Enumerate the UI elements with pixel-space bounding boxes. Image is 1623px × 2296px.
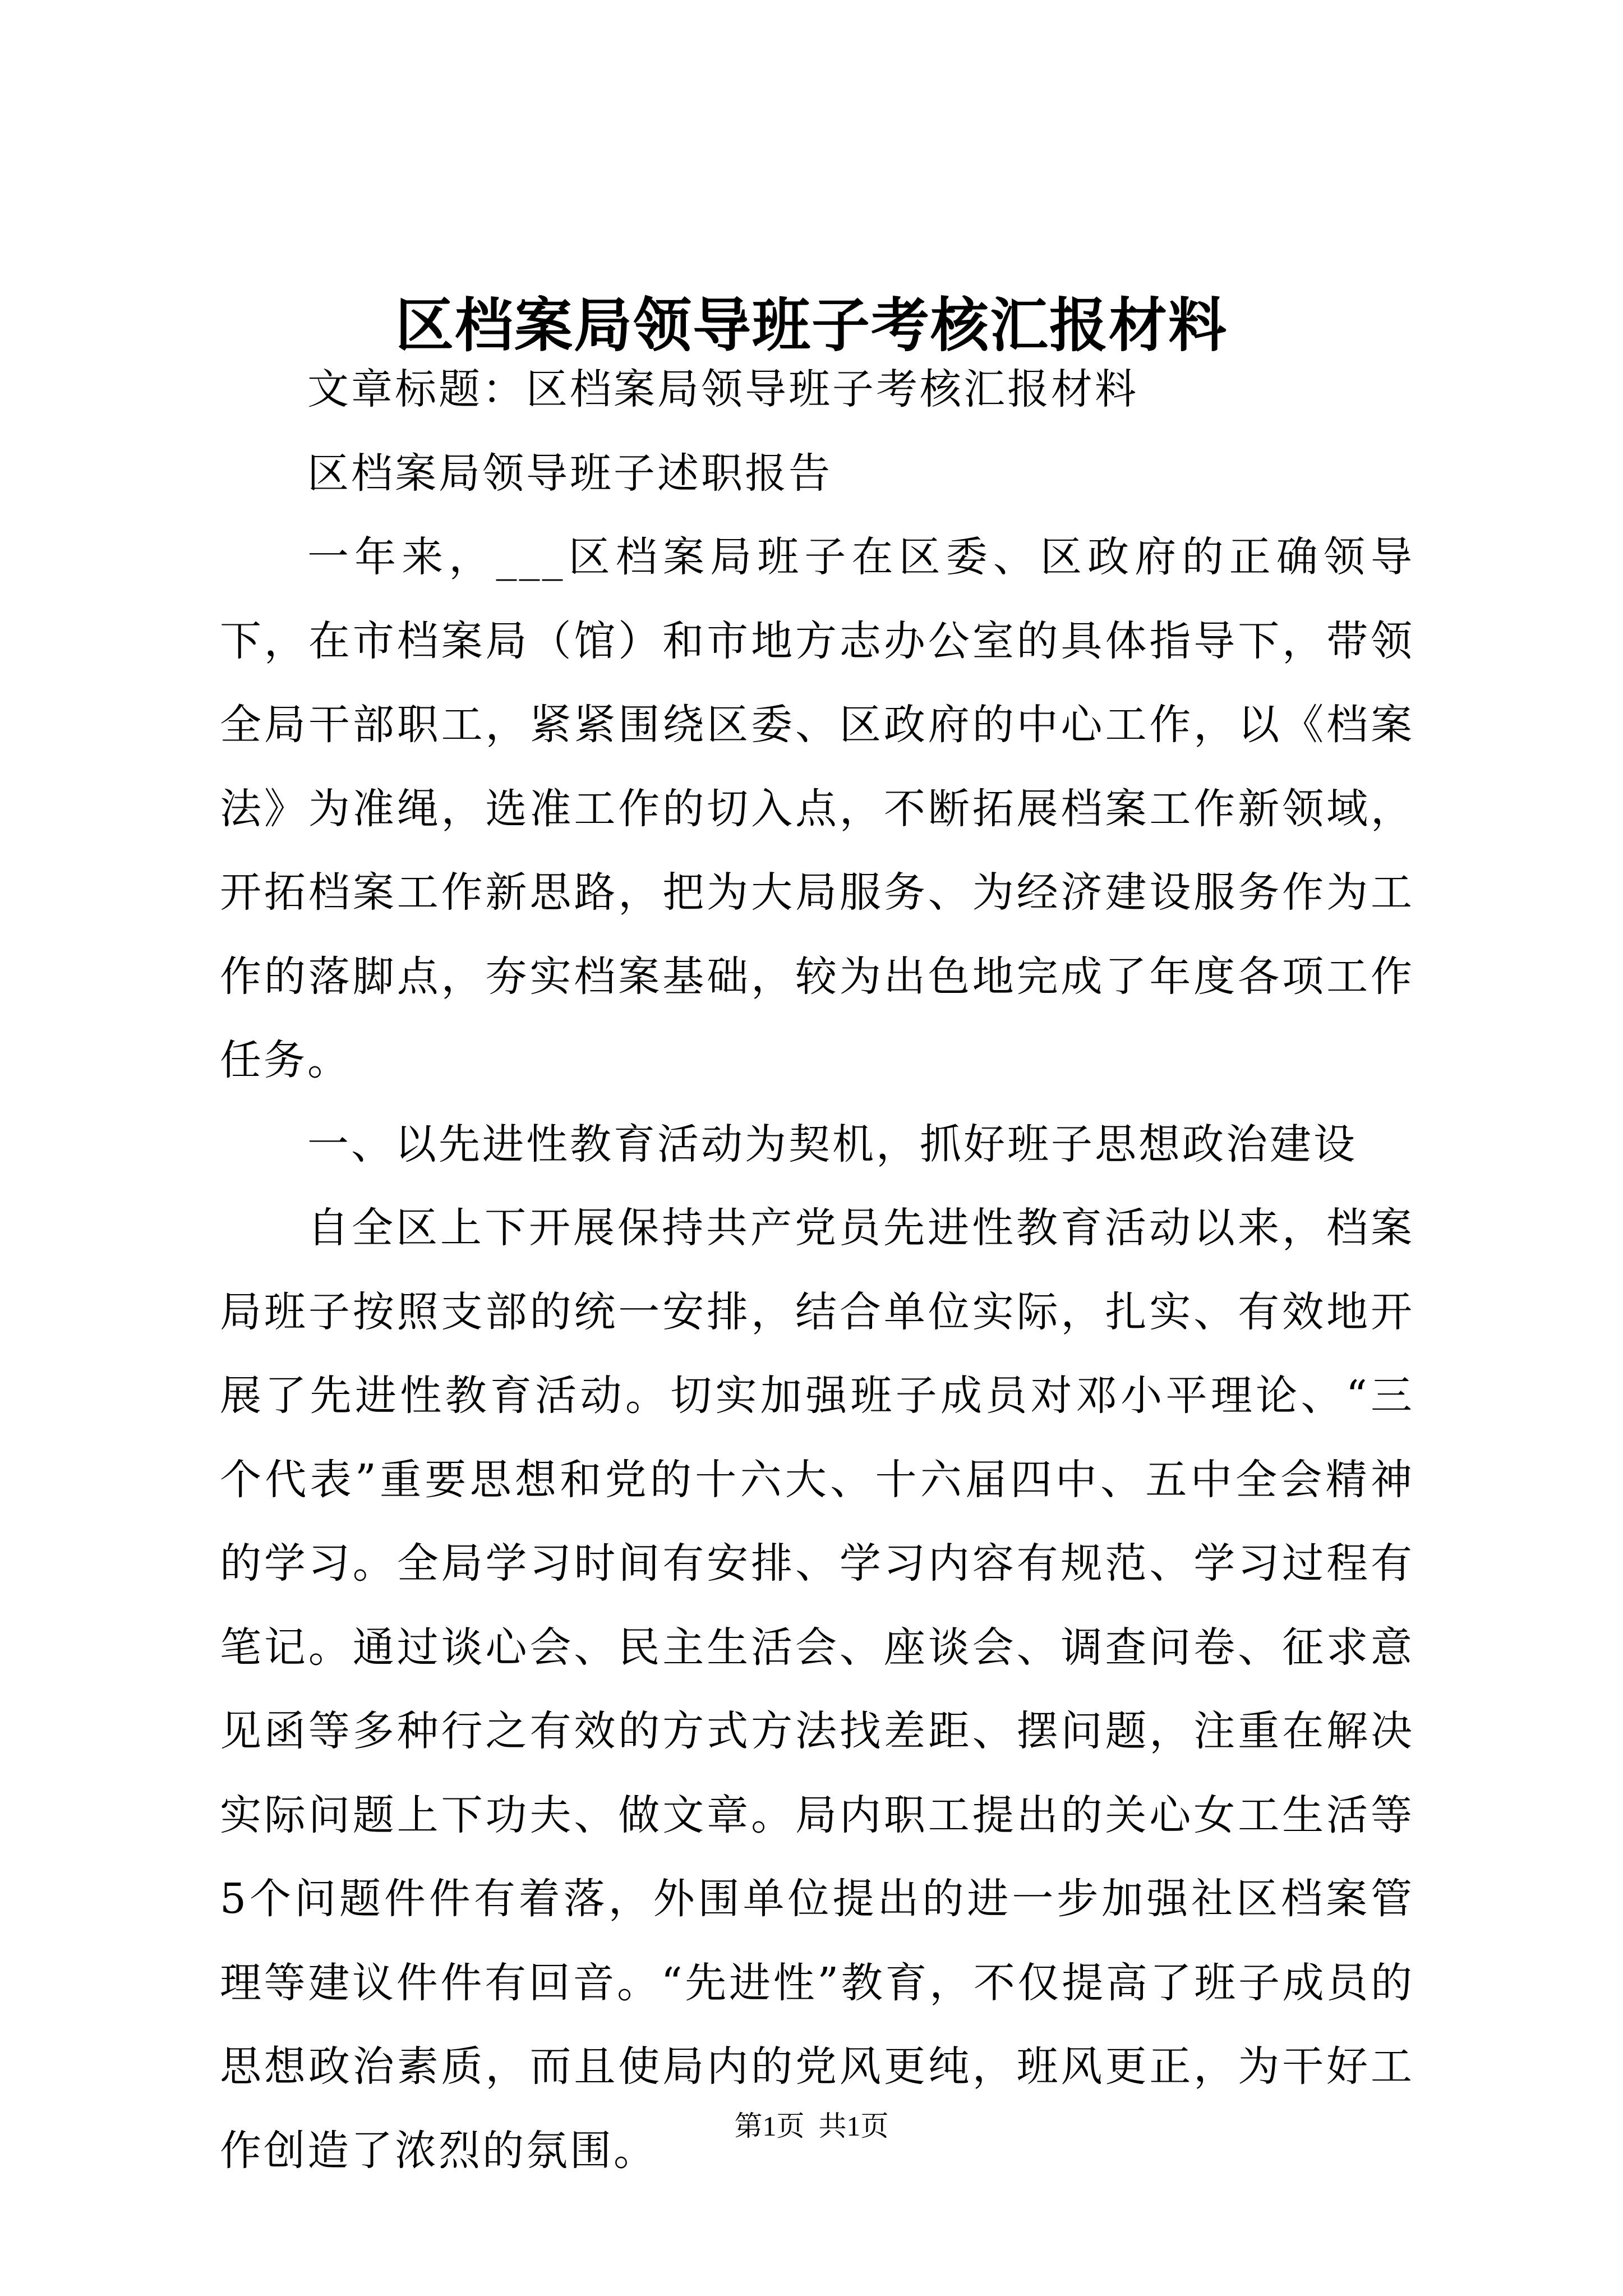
page-footer [0,2106,1623,2146]
section-heading-1: 一、以先进性教育活动为契机，抓好班子思想政治建设 [307,1120,1357,1168]
page-number: 第1页 共1页 [734,2110,889,2142]
paragraph-section-1: 自全区上下开展保持共产党员先进性教育活动以来，档案局班子按照支部的统一安排，结合单位实际，扎实、有效地开展了先进性教育活动。切实加强班子成员对邓小平理论、“三个代表”重要思想和党的十六大、十六届四中、五中全会精神的学习。全局学习时间有安排、学习内容有规范、学习过程有笔记。通过谈心会、民主生活会、座谈会、调查问卷、征求意见函等多种行之有效的方式方法找差距、摆问题，注重在解决实际问题上下功夫、做文章。局内职工提出的关心女工生活等5个问题件件有着落，外围单位提出的进一步加强社区档案管理等建议件件有回音。“先进性”教育，不仅提高了班子成员的思想政治素质，而且使局内的党风更纯，班风更正，为干好工作创造了浓烈的氛围。 [220,1204,1414,2175]
paragraph-report-title: 区档案局领导班子述职报告 [307,449,832,498]
document-title: 区档案局领导班子考核汇报材料 [395,291,1228,360]
paragraph-article-title: 文章标题：区档案局领导班子考核汇报材料 [307,365,1138,413]
paragraph-intro: 一年来，___区档案局班子在区委、区政府的正确领导下，在市档案局（馆）和市地方志办公室的具体指导下，带领全局干部职工，紧紧围绕区委、区政府的中心工作，以《档案法》为准绳，选准工作的切入点，不断拓展档案工作新领域，开拓档案工作新思路，把为大局服务、为经济建设服务作为工作的落脚点，夯实档案基础，较为出色地完成了年度各项工作任务。 [220,533,1414,1084]
document-body [220,348,1414,2193]
